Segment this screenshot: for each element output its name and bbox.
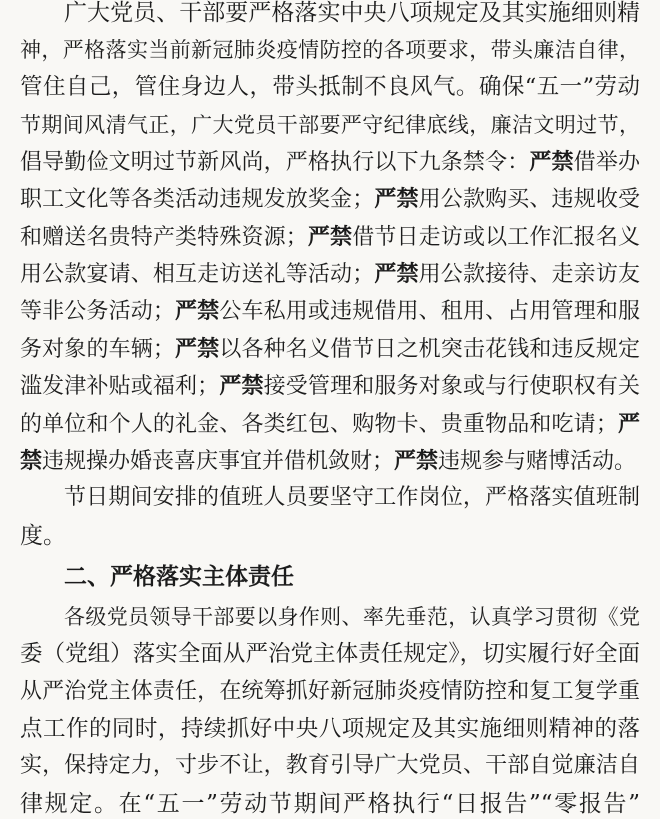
p3-line-6: 律规定。在“五一”劳动节期间严格执行“日报告”“零报告”	[20, 791, 640, 817]
p1-line-6	[20, 182, 640, 216]
p1-line-9-text: 等非公务活动；	[20, 299, 175, 324]
ban-keyword-part: 严	[617, 411, 640, 437]
section-heading: 二、严格落实主体责任	[64, 563, 294, 590]
p1-line-10-tail: 以各种名义借节日之机突击花钱和违反规定	[219, 337, 640, 362]
p1-line-12-text: 的单位和个人的礼金、各类红包、购物卡、贵重物品和吃请；	[20, 412, 618, 437]
p3-line-5: 实，保持定力，寸步不让，教育引导广大党员、干部自觉廉洁自	[20, 753, 640, 778]
p3-line-3: 从严治党主体责任，在统筹抓好新冠肺炎疫情防控和复工复学重	[20, 679, 640, 704]
p1-line-7-tail: 借节日走访或以工作汇报名义	[352, 225, 640, 250]
p1-line-13	[20, 444, 640, 478]
ban-keyword-part: 禁	[20, 448, 43, 474]
p1-line-11-tail: 接受管理和服务对象或与行使职权有关	[263, 374, 640, 399]
p1-line-1: 广大党员、干部要严格落实中央八项规定及其实施细则精	[64, 0, 640, 26]
p3-line-4: 点工作的同时，持续抓好中央八项规定及其实施细则精神的落	[20, 716, 640, 742]
p1-line-6-text: 职工文化等各类活动违规发放奖金；	[20, 187, 375, 212]
p1-line-4: 节期间风清气正，广大党员干部要严守纪律底线，廉洁文明过节，	[20, 113, 640, 137]
p1-line-12	[20, 407, 640, 441]
p1-line-6-tail: 用公款购买、违规收受	[418, 187, 640, 212]
p1-line-13-tail: 违规参与赌博活动。	[438, 449, 637, 474]
p1-line-5	[20, 145, 640, 179]
ban-keyword: 严禁	[529, 149, 574, 175]
ban-keyword: 严禁	[374, 186, 419, 212]
ban-keyword: 严禁	[219, 373, 264, 399]
p2-line-1: 节日期间安排的值班人员要坚守工作岗位，严格落实值班制	[64, 485, 640, 510]
p1-line-10-text: 务对象的车辆；	[20, 337, 175, 362]
p1-line-13-text: 违规操办婚丧喜庆事宜并借机敛财；	[42, 449, 395, 474]
p1-line-2: 神，严格落实当前新冠肺炎疫情防控的各项要求，带头廉洁自律，	[20, 38, 640, 62]
ban-keyword: 严禁	[307, 224, 353, 250]
ban-keyword: 严禁	[394, 448, 439, 474]
p1-line-8	[20, 257, 640, 291]
ban-keyword: 严禁	[374, 261, 419, 287]
p3-line-2: 委（党组）落实全面从严治党主体责任规定》，切实履行好全面	[20, 641, 640, 667]
ban-keyword: 严禁	[174, 298, 220, 324]
p1-line-10	[20, 332, 640, 366]
p1-line-5-tail: 借举办	[573, 150, 640, 175]
p1-line-11-text: 滥发津补贴或福利；	[20, 374, 220, 399]
p1-line-5-text: 倡导勤俭文明过节新风尚，严格执行以下九条禁令：	[20, 150, 530, 175]
ban-keyword: 严禁	[174, 336, 220, 362]
p1-line-8-text: 用公款宴请、相互走访送礼等活动；	[20, 262, 375, 287]
p1-line-7-text: 和赠送名贵特产类特殊资源；	[20, 225, 308, 250]
p1-line-8-tail: 用公款接待、走亲访友	[418, 262, 640, 287]
p2-line-2: 度。	[20, 523, 66, 549]
p1-line-9-tail: 公车私用或违规借用、租用、占用管理和服	[219, 299, 640, 324]
p1-line-3: 管住自己，管住身边人，带头抵制不良风气。确保“五一”劳动	[20, 74, 640, 100]
p1-line-11	[20, 369, 640, 403]
p1-line-9	[20, 294, 640, 328]
p3-line-1: 各级党员领导干部要以身作则、率先垂范，认真学习贯彻《党	[64, 605, 640, 629]
p1-line-7	[20, 220, 640, 254]
